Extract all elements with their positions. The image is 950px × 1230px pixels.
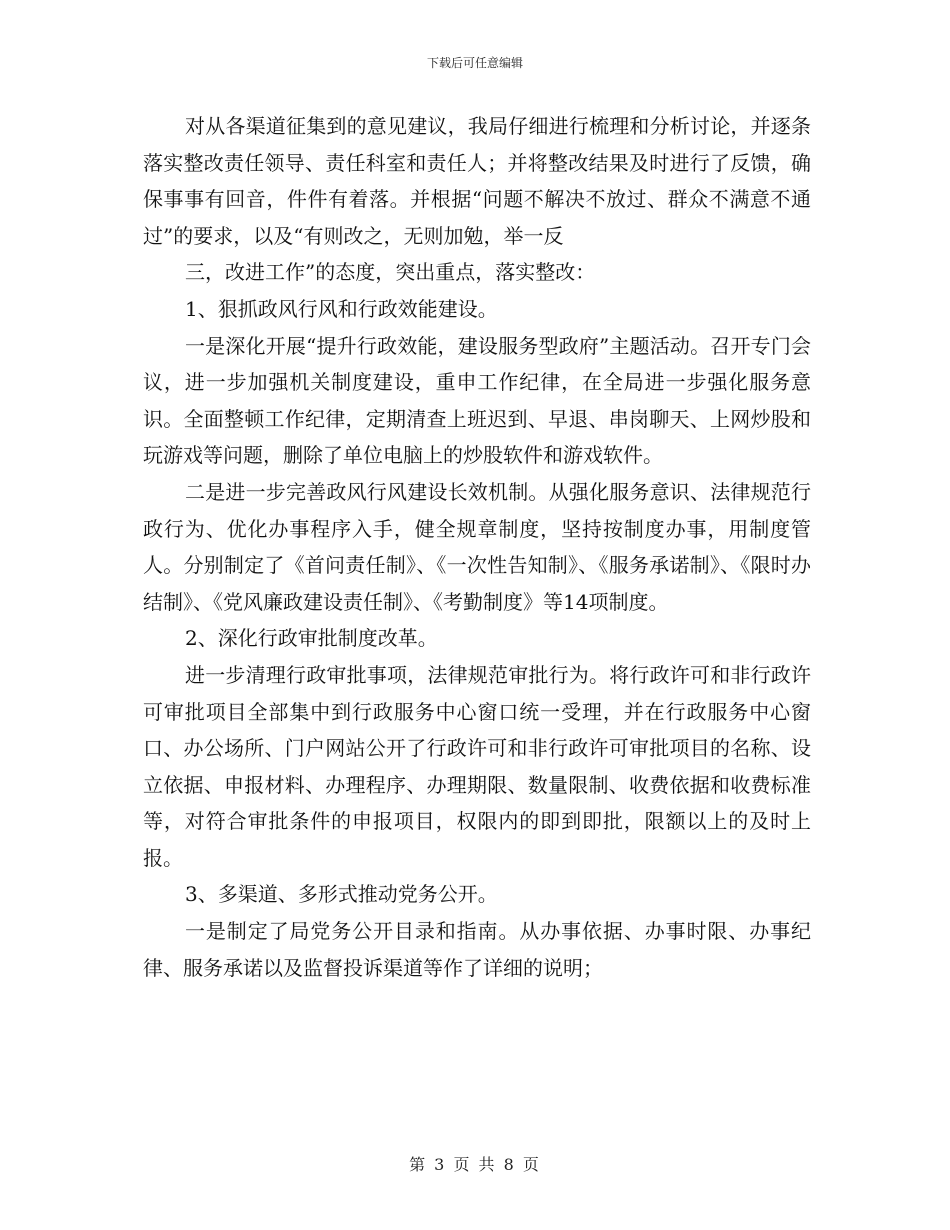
- section-heading: 1、狠抓政风行风和行政效能建设。: [185, 296, 498, 321]
- paragraph: 进一步清理行政审批事项，法律规范审批行为。将行政许可和非行政许可审批项目全部集中到行政服务中心窗口统一受理，并在行政服务中心窗口、办公场所、门户网站公开了行政许可和非行政许可审批项目的名称、设立依据、申报材料、办理程序、办理期限、数量限制、收费依据和收费标准等，对符合审批条件的申报项目，权限内的即到即批，限额以上的及时上报。: [143, 662, 811, 870]
- paragraph: 一是制定了局党务公开目录和指南。从办事依据、办事时限、办事纪律、服务承诺以及监督投诉渠道等作了详细的说明；: [143, 919, 811, 980]
- page-number: 第 3 页 共 8 页: [409, 1155, 541, 1174]
- page-header-note: 下载后可任意编辑: [426, 56, 523, 70]
- section-heading: 2、深化行政审批制度改革。: [185, 626, 438, 651]
- paragraph: 二是进一步完善政风行风建设长效机制。从强化服务意识、法律规范行政行为、优化办事程序入手，健全规章制度，坚持按制度办事，用制度管人。分别制定了《首问责任制》、《一次性告知制》、《服务承诺制》、《限时办结制》、《党风廉政建设责任制》、《考勤制度》等14项制度。: [143, 479, 811, 614]
- section-heading: 3、多渠道、多形式推动党务公开。: [185, 882, 498, 907]
- paragraph: 对从各渠道征集到的意见建议，我局仔细进行梳理和分析讨论，并逐条落实整改责任领导、责任科室和责任人；并将整改结果及时进行了反馈，确保事事有回音，件件有着落。并根据“问题不解决不放过、群众不满意不通过”的要求，以及“有则改之，无则加勉，举一反: [143, 114, 811, 248]
- paragraph: 一是深化开展“提升行政效能，建设服务型政府”主题活动。召开专门会议，进一步加强机关制度建设，重申工作纪律，在全局进一步强化服务意识。全面整顿工作纪律，定期清查上班迟到、早退、串岗聊天、上网炒股和玩游戏等问题，删除了单位电脑上的炒股软件和游戏软件。: [143, 333, 811, 468]
- paragraph: 三，改进工作”的态度，突出重点，落实整改：: [185, 260, 596, 285]
- document-body: [143, 108, 811, 986]
